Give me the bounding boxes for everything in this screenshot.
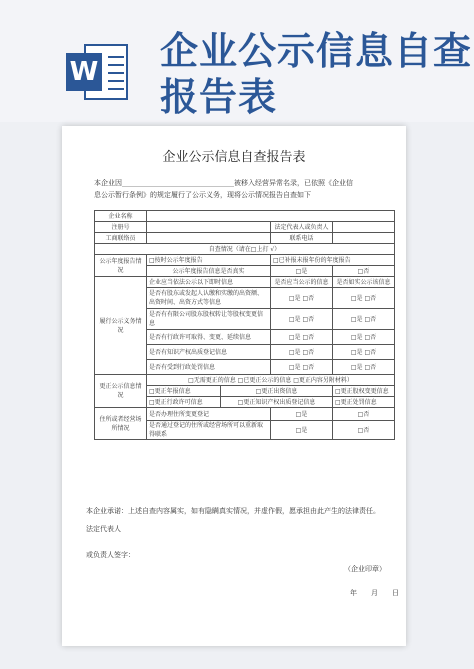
duty-item: 是否有行政许可取得、变更、延续信息 xyxy=(147,330,271,345)
table-row: 是否有有限公司股东股权转让等股权变更信息 □是 □否 □是 □否 xyxy=(95,309,395,330)
table-row xyxy=(95,233,395,244)
intro-line-1: 本企业因________________________________被移入经营异常名录，已依照《企业信 xyxy=(94,179,353,187)
change-equity-option: □更正股权变更信息 xyxy=(333,386,395,397)
annual-replenish-option: □已补报未报年份的年度报告 xyxy=(271,255,395,266)
duty-section: 履行公示义务情况 xyxy=(95,277,147,375)
duty-item: 是否有知识产权出质登记信息 xyxy=(147,345,271,360)
label-phone: 联系电话 xyxy=(271,233,333,244)
change-capital-option: □更正出资信息 xyxy=(221,386,333,397)
intro-line-2: 息公示暂行条例》的规定履行了公示义务，现将公示情况报告自查如下 xyxy=(94,191,311,199)
label-contact: 工商联络员 xyxy=(95,233,147,244)
table-row xyxy=(95,244,395,255)
status-section-title: 自查情况（请在□上打 √） xyxy=(95,244,395,255)
commitment-text: 本企业承诺：上述自查内容属实，如有隐瞒真实情况，并虚作假，愿承担由此产生的法律责任。 xyxy=(86,507,380,515)
self-check-form-table xyxy=(94,210,395,440)
address-q1: 是否办理住所变更登记 xyxy=(147,408,271,421)
change-penalty-option: □更正处罚信息 xyxy=(333,397,395,408)
duty-head: 企业应当依法公示以下即时信息 xyxy=(147,277,271,288)
header-banner xyxy=(0,0,474,122)
responsible-person-signature-label: 或负责人签字： xyxy=(86,551,135,559)
page-title-line2: 报告表 xyxy=(160,75,278,119)
table-row: 是否有行政许可取得、变更、延续信息 □是 □否 □是 □否 xyxy=(95,330,395,345)
yes-option: □是 xyxy=(271,266,333,277)
page-title-line1: 企业公示信息自查 xyxy=(160,29,473,73)
value-company-name xyxy=(147,211,395,222)
table-row xyxy=(95,211,395,222)
change-annual-option: □更正年报信息 xyxy=(147,386,221,397)
table-row: 是否有知识产权出质登记信息 □是 □否 □是 □否 xyxy=(95,345,395,360)
table-row: 住所或者经营场所情况 是否办理住所变更登记 □是 □否 xyxy=(95,408,395,421)
table-row xyxy=(95,375,395,386)
address-section: 住所或者经营场所情况 xyxy=(95,408,147,440)
label-company-name: 企业名称 xyxy=(95,211,147,222)
word-document-icon: W xyxy=(66,44,130,100)
date-label: 年 月 日 xyxy=(350,589,399,597)
annual-on-time-option: □按时公示年度报告 xyxy=(147,255,271,266)
legal-rep-signature-label: 法定代表人 xyxy=(86,525,121,533)
annual-truth-question: 公示年度报告信息是否真实 xyxy=(147,266,271,277)
address-q2: 是否通过登记的住所或经营场所可以重新取得联系 xyxy=(147,421,271,440)
duty-item: 是否有股东或发起人认缴和实缴的出资额、出资时间、出资方式等信息 xyxy=(147,288,271,309)
no-option: □否 xyxy=(333,266,395,277)
annual-report-section: 公示年度报告情况 xyxy=(95,255,147,277)
table-row xyxy=(95,277,395,288)
change-license-option: □更正行政许可信息 xyxy=(147,397,221,408)
document-preview xyxy=(62,126,406,646)
table-row: 是否通过登记的住所或经营场所可以重新取得联系 □是 □否 xyxy=(95,421,395,440)
duty-item: 是否有受到行政处罚信息 xyxy=(147,360,271,375)
table-row: 是否有受到行政处罚信息 □是 □否 □是 □否 xyxy=(95,360,395,375)
label-reg-no: 注册号 xyxy=(95,222,147,233)
document-title: 企业公示信息自查报告表 xyxy=(162,150,306,165)
duty-q1-header: 是否应当公示的信息 xyxy=(271,277,333,288)
duty-q2-header: 是否如实公示该信息 xyxy=(333,277,395,288)
table-row xyxy=(95,222,395,233)
company-seal-label: （企业印章） xyxy=(344,565,386,573)
table-row xyxy=(95,255,395,266)
label-legal-rep: 法定代表人或负责人 xyxy=(271,222,333,233)
change-section: 更正公示信息情况 xyxy=(95,375,147,408)
table-row: 是否有股东或发起人认缴和实缴的出资额、出资时间、出资方式等信息 □是 □否 □是 □否 xyxy=(95,288,395,309)
change-row-1: □无需更正的信息 □已更正公示的信息 □更正内容另附材料） xyxy=(147,375,395,386)
duty-item: 是否有有限公司股东股权转让等股权变更信息 xyxy=(147,309,271,330)
change-ip-option: □更正知识产权出质登记信息 xyxy=(221,397,333,408)
